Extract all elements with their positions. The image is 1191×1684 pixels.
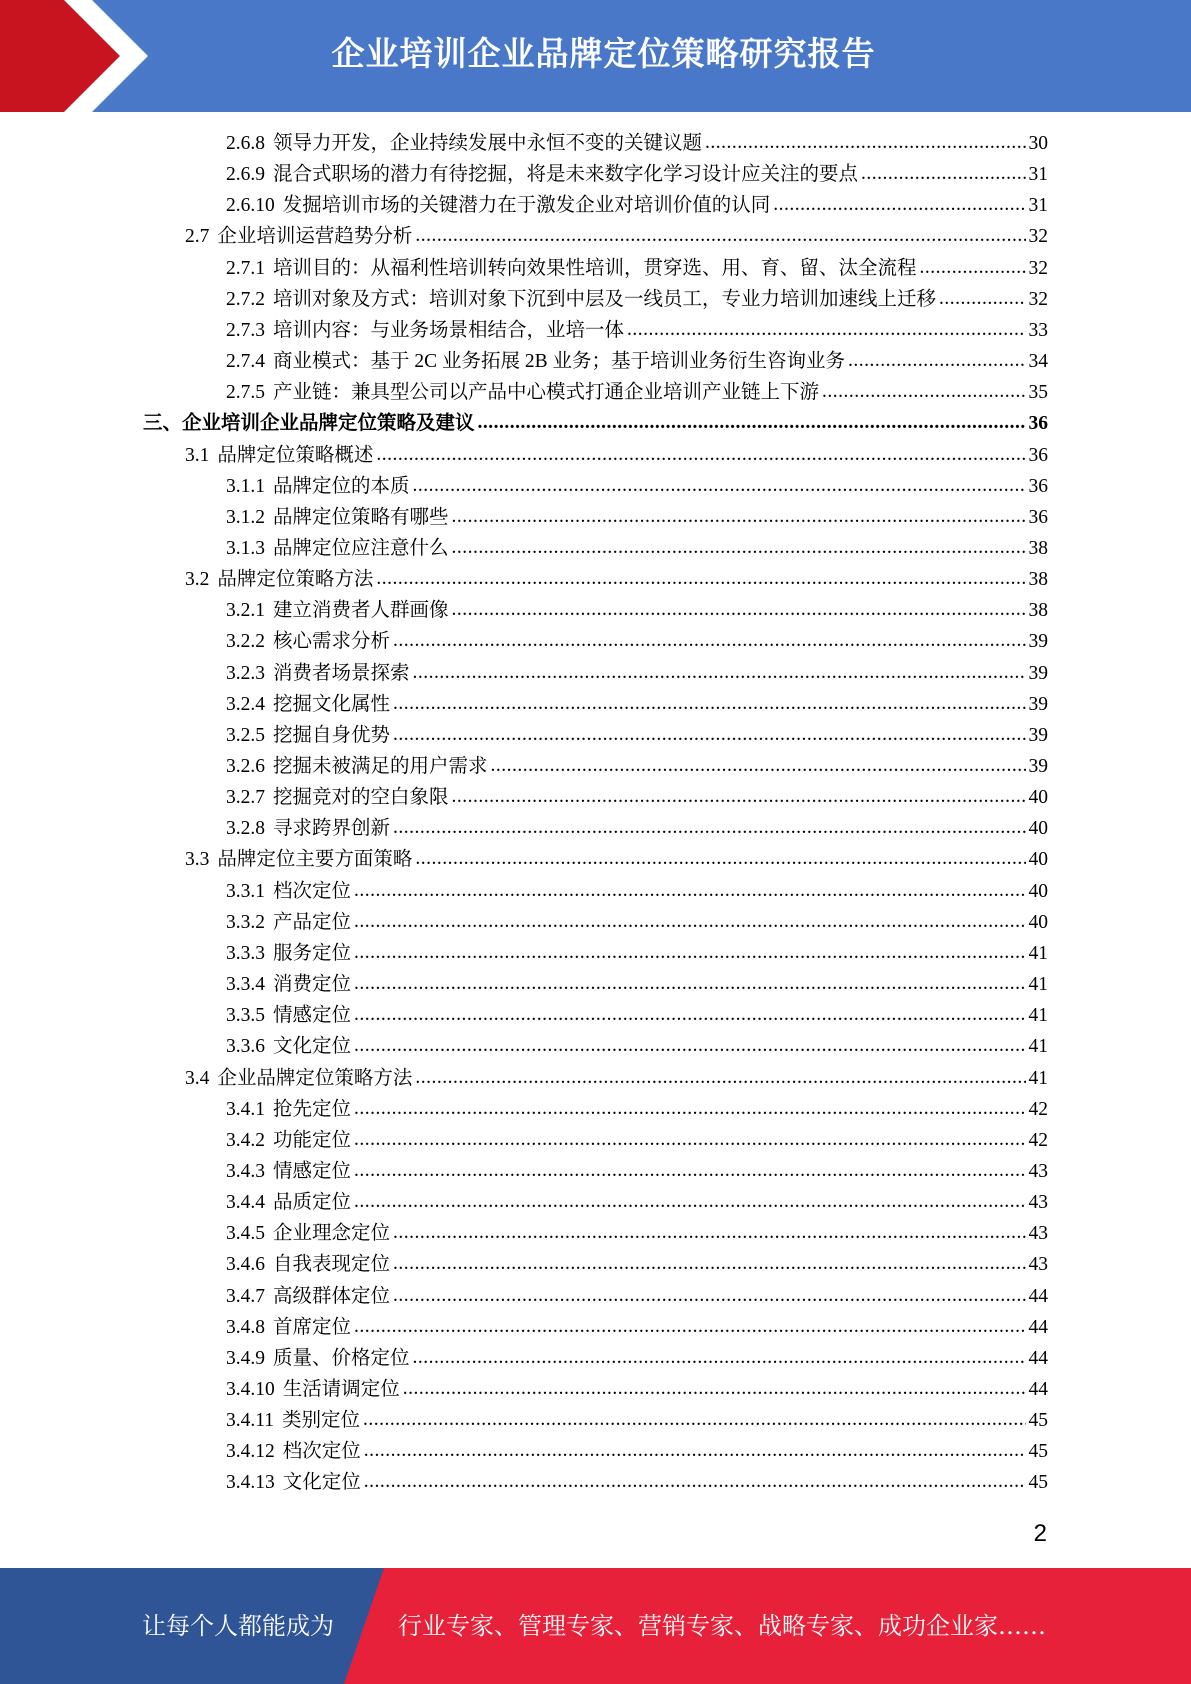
toc-entry-title: 企业品牌定位策略方法 xyxy=(217,1067,413,1089)
toc-leader-dots xyxy=(403,1373,1026,1404)
toc-entry-title: 核心需求分析 xyxy=(273,631,391,653)
toc-entry-number: 3.4.4 xyxy=(226,1192,265,1214)
toc-entry-number: 3.3.3 xyxy=(226,942,265,964)
toc-entry[interactable] xyxy=(226,190,1048,221)
toc-leader-dots xyxy=(393,688,1025,719)
toc-leader-dots xyxy=(413,657,1026,688)
toc-entry-title: 企业培训企业品牌定位策略及建议 xyxy=(182,413,475,435)
toc-entry-number: 3.4.6 xyxy=(226,1254,265,1276)
toc-entry-number: 2.6.9 xyxy=(226,164,265,186)
toc-entry-number: 3.2.6 xyxy=(226,756,265,777)
toc-leader-dots xyxy=(354,875,1025,906)
toc-entry-page: 35 xyxy=(1028,382,1048,404)
toc-entry[interactable] xyxy=(226,720,1048,751)
toc-entry-title: 文化定位 xyxy=(282,1472,361,1494)
toc-leader-dots xyxy=(354,906,1025,937)
toc-entry-page: 43 xyxy=(1028,1254,1048,1276)
toc-leader-dots xyxy=(376,439,1025,470)
toc-entry-page: 32 xyxy=(1028,226,1048,248)
toc-entry[interactable] xyxy=(226,876,1048,907)
toc-entry-number: 3.2 xyxy=(185,569,210,591)
toc-entry-number: 3.2.7 xyxy=(226,787,265,809)
toc-entry-title: 消费者场景探索 xyxy=(273,662,410,684)
toc-entry[interactable] xyxy=(226,1000,1048,1031)
toc-entry-title: 混合式职场的潜力有待挖掘，将是未来数字化学习设计应关注的要点 xyxy=(273,164,859,186)
toc-entry[interactable] xyxy=(226,346,1048,377)
toc-leader-dots xyxy=(452,594,1026,625)
toc-entry-page: 31 xyxy=(1028,195,1048,217)
toc-entry-number: 3.4.3 xyxy=(226,1160,265,1182)
toc-leader-dots xyxy=(939,283,1025,314)
toc-entry[interactable] xyxy=(226,1156,1048,1187)
footer-slogan-right: 行业专家、管理专家、营销专家、战略专家、成功企业家…… xyxy=(398,1612,1046,1640)
toc-leader-dots xyxy=(363,1404,1025,1435)
toc-leader-dots xyxy=(415,220,1025,251)
toc-entry-title: 培训内容：与业务场景相结合，业培一体 xyxy=(273,319,625,341)
toc-entry-number: 2.7.3 xyxy=(226,319,265,341)
toc-leader-dots xyxy=(773,189,1025,220)
toc-leader-dots xyxy=(393,812,1025,843)
toc-entry-title: 质量、价格定位 xyxy=(273,1347,410,1369)
toc-leader-dots xyxy=(415,1062,1025,1093)
toc-entry-title: 自我表现定位 xyxy=(273,1254,391,1276)
toc-leader-dots xyxy=(354,1030,1025,1061)
toc-leader-dots xyxy=(478,407,1026,438)
toc-entry[interactable] xyxy=(226,782,1048,813)
toc-entry-number: 3.4.10 xyxy=(226,1379,275,1400)
toc-entry-title: 品牌定位策略有哪些 xyxy=(273,506,449,528)
toc-leader-dots xyxy=(393,625,1025,656)
toc-entry[interactable] xyxy=(226,1436,1048,1467)
toc-leader-dots xyxy=(354,1186,1025,1217)
toc-entry[interactable] xyxy=(226,284,1048,315)
toc-entry-title: 品牌定位策略概述 xyxy=(217,444,374,466)
toc-entry-title: 情感定位 xyxy=(273,1160,352,1182)
toc-entry[interactable] xyxy=(226,969,1048,1000)
toc-entry-page: 42 xyxy=(1028,1129,1048,1151)
toc-entry-page: 36 xyxy=(1028,413,1048,435)
toc-entry-page: 40 xyxy=(1028,787,1048,809)
toc-entry-title: 挖掘竞对的空白象限 xyxy=(273,787,449,809)
toc-entry-number: 3.4.11 xyxy=(226,1410,275,1432)
toc-entry-page: 45 xyxy=(1028,1441,1048,1463)
toc-entry-number: 3.2.8 xyxy=(226,818,265,840)
toc-entry-title: 高级群体定位 xyxy=(273,1285,391,1307)
toc-entry-page: 33 xyxy=(1028,319,1048,341)
toc-entry-page: 38 xyxy=(1028,537,1048,559)
toc-entry[interactable] xyxy=(226,471,1048,502)
toc-entry-title: 挖掘未被满足的用户需求 xyxy=(273,756,488,777)
toc-entry-title: 档次定位 xyxy=(282,1441,361,1463)
toc-entry-page: 38 xyxy=(1028,569,1048,591)
toc-entry[interactable] xyxy=(226,1249,1048,1280)
toc-entry-title: 消费定位 xyxy=(273,974,352,996)
toc-entry-page: 36 xyxy=(1028,506,1048,528)
toc-entry[interactable] xyxy=(226,533,1048,564)
toc-entry-number: 3.2.1 xyxy=(226,600,265,622)
toc-leader-dots xyxy=(364,1435,1026,1466)
toc-entry-title: 产业链：兼具型公司以产品中心模式打通企业培训产业链上下游 xyxy=(273,382,820,404)
toc-entry-title: 商业模式：基于 2C 业务拓展 2B 业务；基于培训业务衍生咨询业务 xyxy=(273,351,846,373)
toc-entry-title: 企业理念定位 xyxy=(273,1223,391,1245)
toc-entry-number: 3.4.2 xyxy=(226,1129,265,1151)
toc-entry[interactable] xyxy=(185,221,1048,252)
toc-entry[interactable] xyxy=(226,938,1048,969)
toc-entry[interactable] xyxy=(185,564,1048,595)
toc-entry-number: 3.4.9 xyxy=(226,1347,265,1369)
toc-leader-dots xyxy=(354,999,1025,1030)
toc-entry[interactable] xyxy=(226,1187,1048,1218)
page-number: 2 xyxy=(1033,1520,1047,1547)
toc-entry-page: 41 xyxy=(1028,942,1048,964)
toc-entry-number: 3.4.13 xyxy=(226,1472,275,1494)
toc-entry-title: 功能定位 xyxy=(273,1129,352,1151)
toc-entry[interactable] xyxy=(226,907,1048,938)
toc-entry-page: 42 xyxy=(1028,1098,1048,1120)
toc-entry-number: 2.7 xyxy=(185,226,210,248)
toc-entry-title: 服务定位 xyxy=(273,942,352,964)
toc-entry[interactable] xyxy=(226,1374,1048,1405)
toc-entry[interactable] xyxy=(226,1031,1048,1062)
toc-entry-number: 3.3.4 xyxy=(226,974,265,996)
toc-leader-dots xyxy=(415,843,1025,874)
toc-entry-page: 45 xyxy=(1028,1410,1048,1432)
toc-entry[interactable] xyxy=(226,377,1048,408)
toc-entry-number: 3.3.6 xyxy=(226,1036,265,1058)
page-header xyxy=(0,0,1191,112)
toc-entry[interactable] xyxy=(226,1218,1048,1249)
toc-entry-page: 44 xyxy=(1028,1347,1048,1369)
toc-entry-number: 3.3 xyxy=(185,849,210,871)
toc-entry-title: 品质定位 xyxy=(273,1192,352,1214)
toc-entry-page: 39 xyxy=(1028,724,1048,746)
toc-entry[interactable] xyxy=(226,253,1048,284)
toc-leader-dots xyxy=(452,532,1026,563)
toc-entry-title: 挖掘自身优势 xyxy=(273,724,391,746)
document-title: 企业培训企业品牌定位策略研究报告 xyxy=(331,34,876,73)
toc-leader-dots xyxy=(393,719,1025,750)
toc-leader-dots xyxy=(491,750,1026,781)
toc-entry-number: 3.2.3 xyxy=(226,662,265,684)
toc-entry-number: 3.1.2 xyxy=(226,506,265,528)
toc-entry-page: 30 xyxy=(1028,133,1048,154)
toc-entry-title: 品牌定位主要方面策略 xyxy=(217,849,413,871)
toc-entry[interactable] xyxy=(226,1467,1048,1498)
toc-entry-number: 3.1 xyxy=(185,444,210,466)
footer-slogan-left: 让每个人都能成为 xyxy=(142,1612,334,1640)
toc-entry-number: 2.6.10 xyxy=(226,195,275,217)
toc-entry[interactable] xyxy=(226,159,1048,190)
toc-entry-page: 43 xyxy=(1028,1192,1048,1214)
toc-entry-title: 品牌定位的本质 xyxy=(273,475,410,497)
toc-leader-dots xyxy=(705,127,1025,158)
toc-leader-dots xyxy=(376,563,1025,594)
toc-entry-number: 3.4.8 xyxy=(226,1316,265,1338)
toc-leader-dots xyxy=(354,1155,1025,1186)
toc-entry-page: 41 xyxy=(1028,1036,1048,1058)
toc-entry-page: 31 xyxy=(1028,164,1048,186)
toc-entry[interactable] xyxy=(226,1343,1048,1374)
toc-entry-page: 44 xyxy=(1028,1316,1048,1338)
toc-leader-dots xyxy=(354,968,1025,999)
toc-entry-number: 3.4 xyxy=(185,1067,210,1089)
toc-entry-page: 40 xyxy=(1028,818,1048,840)
toc-entry-page: 36 xyxy=(1028,475,1048,497)
toc-entry-number: 3.4.5 xyxy=(226,1223,265,1245)
toc-entry-page: 34 xyxy=(1028,351,1048,373)
toc-entry-page: 41 xyxy=(1028,1005,1048,1027)
toc-entry[interactable] xyxy=(185,1063,1048,1094)
toc-entry-title: 类别定位 xyxy=(282,1410,361,1432)
toc-entry[interactable] xyxy=(226,1125,1048,1156)
toc-leader-dots xyxy=(861,158,1025,189)
toc-entry[interactable] xyxy=(185,440,1048,471)
toc-entry[interactable] xyxy=(226,128,1048,159)
toc-entry-page: 41 xyxy=(1028,1067,1048,1089)
toc-entry-title: 产品定位 xyxy=(273,911,352,933)
toc-entry-number: 3.4.7 xyxy=(226,1285,265,1307)
toc-entry[interactable] xyxy=(226,595,1048,626)
toc-entry[interactable] xyxy=(226,1281,1048,1312)
toc-entry-title: 文化定位 xyxy=(273,1036,352,1058)
toc-entry-page: 45 xyxy=(1028,1472,1048,1494)
toc-leader-dots xyxy=(393,1248,1025,1279)
toc-leader-dots xyxy=(393,1217,1025,1248)
toc-leader-dots xyxy=(364,1466,1026,1497)
toc-entry-page: 41 xyxy=(1028,974,1048,996)
toc-entry[interactable] xyxy=(226,502,1048,533)
toc-entry-page: 40 xyxy=(1028,849,1048,871)
toc-entry[interactable] xyxy=(226,1405,1048,1436)
toc-entry[interactable] xyxy=(226,689,1048,720)
toc-entry-number: 2.7.2 xyxy=(226,288,265,310)
toc-entry-page: 36 xyxy=(1028,444,1048,466)
toc-leader-dots xyxy=(413,470,1026,501)
toc-entry-number: 3.2.4 xyxy=(226,693,265,715)
toc-entry-title: 发掘培训市场的关键潜力在于激发企业对培训价值的认同 xyxy=(282,195,771,217)
toc-entry-page: 39 xyxy=(1028,756,1048,777)
toc-entry-title: 情感定位 xyxy=(273,1005,352,1027)
toc-entry-page: 39 xyxy=(1028,662,1048,684)
toc-leader-dots xyxy=(393,1280,1025,1311)
toc-entry-number: 3.3.5 xyxy=(226,1005,265,1027)
toc-leader-dots xyxy=(627,314,1025,345)
toc-entry-number: 3.4.12 xyxy=(226,1441,275,1463)
toc-entry-title: 培训目的：从福利性培训转向效果性培训，贯穿选、用、育、留、汰全流程 xyxy=(273,257,917,279)
toc-entry-page: 40 xyxy=(1028,911,1048,933)
toc-entry-page: 32 xyxy=(1028,257,1048,279)
toc-entry[interactable] xyxy=(226,626,1048,657)
toc-entry-title: 企业培训运营趋势分析 xyxy=(217,226,413,248)
toc-entry-title: 培训对象及方式：培训对象下沉到中层及一线员工，专业力培训加速线上迁移 xyxy=(273,288,937,310)
toc-entry-title: 首席定位 xyxy=(273,1316,352,1338)
toc-entry-title: 抢先定位 xyxy=(273,1098,352,1120)
toc-entry-page: 44 xyxy=(1028,1379,1048,1400)
toc-entry-page: 38 xyxy=(1028,600,1048,622)
toc-entry[interactable] xyxy=(226,813,1048,844)
toc-entry-title: 品牌定位策略方法 xyxy=(217,569,374,591)
toc-entry-title: 建立消费者人群画像 xyxy=(273,600,449,622)
toc-entry-number: 3.1.1 xyxy=(226,475,265,497)
toc-entry-page: 39 xyxy=(1028,631,1048,653)
toc-entry-number: 3.3.1 xyxy=(226,880,265,902)
toc-leader-dots xyxy=(354,1124,1025,1155)
toc-leader-dots xyxy=(413,1342,1026,1373)
toc-entry-number: 3.1.3 xyxy=(226,537,265,559)
toc-leader-dots xyxy=(354,1311,1025,1342)
toc-entry-number: 2.7.5 xyxy=(226,382,265,404)
toc-entry-number: 3.3.2 xyxy=(226,911,265,933)
page-footer xyxy=(0,1568,1191,1684)
toc-leader-dots xyxy=(920,252,1026,283)
toc-entry-page: 39 xyxy=(1028,693,1048,715)
toc-leader-dots xyxy=(848,345,1025,376)
toc-entry-title: 寻求跨界创新 xyxy=(273,818,391,840)
toc-entry[interactable] xyxy=(226,1312,1048,1343)
toc-leader-dots xyxy=(354,937,1025,968)
toc-entry[interactable] xyxy=(226,315,1048,346)
toc-leader-dots xyxy=(452,781,1026,812)
toc-entry-number: 2.7.4 xyxy=(226,351,265,373)
toc-entry[interactable] xyxy=(185,844,1048,875)
toc-entry-page: 44 xyxy=(1028,1285,1048,1307)
toc-entry-page: 40 xyxy=(1028,880,1048,902)
toc-entry-title: 生活请调定位 xyxy=(282,1379,400,1400)
toc-entry-number: 3.2.2 xyxy=(226,631,265,653)
toc-entry-number: 2.7.1 xyxy=(226,257,265,279)
toc-leader-dots xyxy=(822,376,1025,407)
toc-entry[interactable] xyxy=(226,751,1048,782)
toc-entry-number: 2.6.8 xyxy=(226,133,265,154)
toc-leader-dots xyxy=(354,1093,1025,1124)
toc-entry-page: 43 xyxy=(1028,1160,1048,1182)
toc-entry[interactable] xyxy=(226,658,1048,689)
toc-entry-title: 挖掘文化属性 xyxy=(273,693,391,715)
toc-entry-title: 档次定位 xyxy=(273,880,352,902)
toc-entry[interactable] xyxy=(143,408,1048,439)
toc-entry-number: 3.2.5 xyxy=(226,724,265,746)
toc-entry-title: 领导力开发，企业持续发展中永恒不变的关键议题 xyxy=(273,133,703,154)
toc-entry-number: 3.4.1 xyxy=(226,1098,265,1120)
toc-leader-dots xyxy=(452,501,1026,532)
toc-entry-page: 43 xyxy=(1028,1223,1048,1245)
toc-entry[interactable] xyxy=(226,1094,1048,1125)
toc-entry-number: 三、 xyxy=(143,413,183,435)
toc-entry-title: 品牌定位应注意什么 xyxy=(273,537,449,559)
toc-entry-page: 32 xyxy=(1028,288,1048,310)
